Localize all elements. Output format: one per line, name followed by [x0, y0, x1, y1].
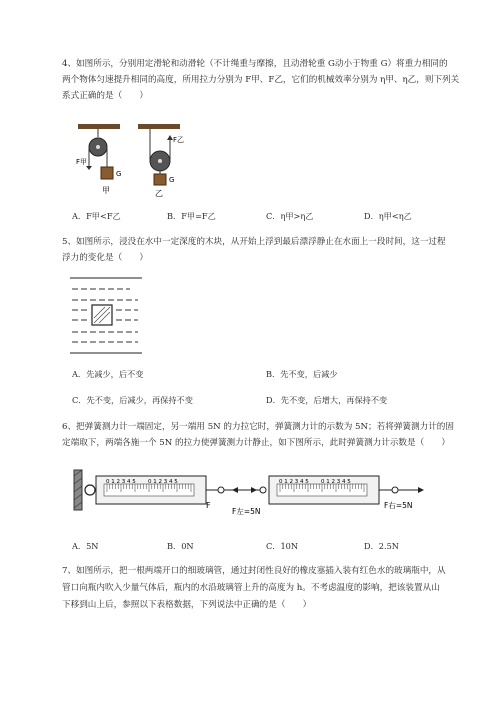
- svg-text:0 1 2 3 4 5: 0 1 2 3 4 5: [279, 479, 309, 485]
- q7-text-line2: 管口向瓶内吹入少量气体后，瓶内的水沿玻璃管上升的高度为 h。不考虑温度的影响，把该装置从山: [62, 583, 440, 593]
- label-f-yi: F乙: [173, 136, 185, 144]
- label-f: F: [206, 501, 211, 510]
- label-jia: 甲: [102, 186, 110, 195]
- q6-option-c[interactable]: C．10N: [266, 541, 299, 551]
- q6-text-line1: 6、把弹簧测力计一端固定，另一端用 5N 的力拉它时，弹簧测力计的示数为 5N；若将弹簧测力计的固: [62, 422, 454, 432]
- wall: [74, 470, 82, 510]
- q5-option-c[interactable]: C．先不变，后减少，再保持不变: [72, 395, 193, 405]
- spring-scale-figure: [66, 462, 436, 524]
- label-f-jia: F甲: [76, 158, 88, 166]
- svg-text:0 1 2 3 4 5: 0 1 2 3 4 5: [148, 479, 178, 485]
- label-f-left: F左=5N: [232, 507, 261, 516]
- q6-option-d[interactable]: D．2.5N: [364, 541, 399, 551]
- pulley-figure: [70, 120, 200, 200]
- q4-option-d[interactable]: D．η甲<η乙: [364, 211, 412, 221]
- q4-text-line3: 系式正确的是（ ）: [62, 91, 148, 101]
- q6-option-b[interactable]: B．0N: [167, 541, 194, 551]
- block-left: [101, 167, 113, 179]
- q7-text-line3: 下移到山上后，参照以下表格数据，下列说法中正确的是（ ）: [62, 600, 312, 610]
- q4-option-b[interactable]: B．F甲=F乙: [167, 211, 216, 221]
- q5-option-b[interactable]: B．先不变，后减少: [266, 369, 338, 379]
- q7-text-line1: 7、如图所示，把一根两端开口的细玻璃管，通过封闭性良好的橡皮塞插入装有红色水的玻璃瓶中，从: [62, 566, 446, 576]
- q5-text-line2: 浮力的变化是（ ）: [62, 253, 148, 263]
- q5-option-d[interactable]: D．先不变，后增大，再保持不变: [266, 395, 388, 405]
- ceiling-right: [138, 124, 180, 129]
- q5-text-line1: 5、如图所示，浸没在水中一定深度的木块，从开始上浮到最后漂浮静止在水面上一段时间，这一过程: [62, 237, 446, 247]
- ceiling-left: [78, 124, 120, 129]
- svg-text:0 1 2 3 4 5: 0 1 2 3 4 5: [321, 479, 351, 485]
- q4-text-line1: 4、如图所示，分别用定滑轮和动滑轮（不计绳重与摩擦，且动滑轮重 G动小于物重 G）将重力相同的: [62, 59, 448, 69]
- label-g-left: G: [116, 170, 122, 178]
- label-yi: 乙: [155, 189, 163, 198]
- q4-option-c[interactable]: C．η甲>η乙: [266, 211, 314, 221]
- block-right: [154, 174, 166, 185]
- q6-option-a[interactable]: A．5N: [72, 541, 99, 551]
- q4-text-line2: 两个物体匀速提升相同的高度，所用拉力分别为 F甲、F乙，它们的机械效率分别为 η甲、η乙，则下列关: [62, 75, 460, 85]
- water-figure: [68, 274, 148, 356]
- label-f-right: F右=5N: [384, 501, 413, 510]
- q4-option-a[interactable]: A．F甲<F乙: [72, 211, 121, 221]
- label-g-right: G: [169, 176, 175, 184]
- q6-text-line2: 定端取下，两端各施一个 5N 的拉力使弹簧测力计静止，如下图所示，此时弹簧测力计示数是（ ）: [62, 438, 450, 448]
- q5-option-a[interactable]: A．先减少，后不变: [72, 369, 144, 379]
- svg-text:0 1 2 3 4 5: 0 1 2 3 4 5: [106, 479, 136, 485]
